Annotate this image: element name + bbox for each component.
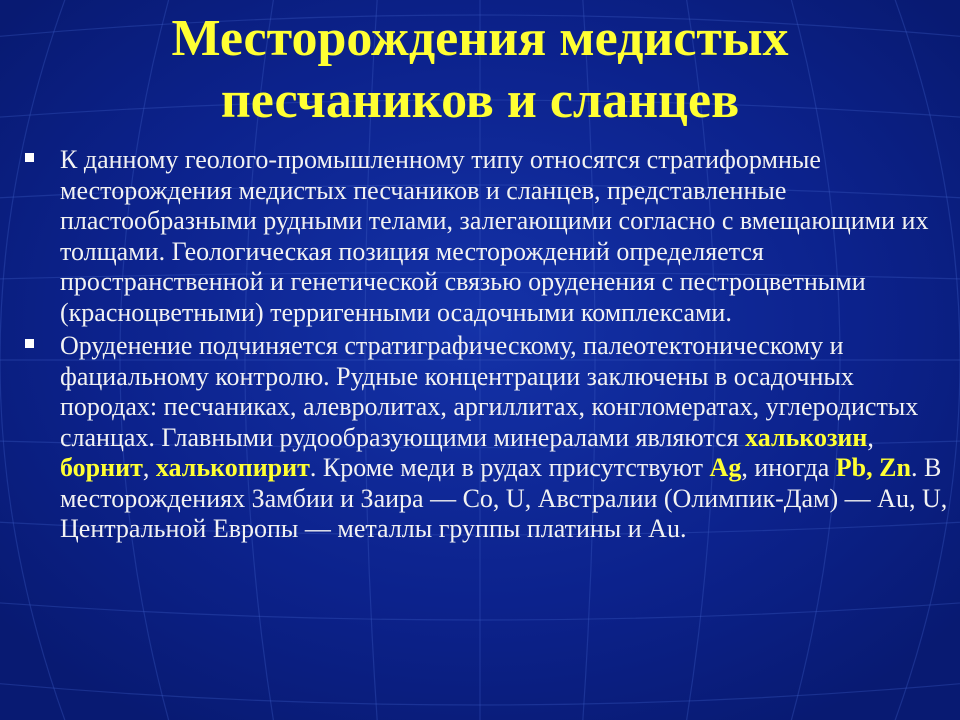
bullet-2-part-5: , иногда: [741, 453, 836, 482]
bullet-2-part-3: ,: [142, 453, 156, 482]
square-bullet-icon: [25, 339, 34, 348]
bullet-item-2: [20, 331, 955, 545]
bullet-2-part-6: . В месторождениях Замбии и Заира — Co, U, Австралии (Олимпик-Дам) — Au, U, Центральной Европы — металлы группы платины и Au.: [60, 453, 948, 543]
bullet-2-text: [60, 331, 947, 543]
bullet-2-part-1: Оруденение подчиняется стратиграфическому, палеотектоническому и фациальному контролю. Рудные концентрации заключены в осадочных породах: песчаниках, алевролитах, аргиллитах, конгломератах, углеродистых сланцах. Главными рудообразующими минералами являются: [60, 331, 919, 452]
mineral-chalcopyrite: халькопирит: [155, 453, 310, 482]
mineral-chalcocite: халькозин: [745, 422, 868, 452]
bullet-1-text: К данному геолого-промышленному типу относятся стратиформные месторождения медистых песчаников и сланцев, представленные пластообразными рудными телами, залегающими согласно с вмещающими их толщами. Геологическая позиция месторождений определяется пространственной и генетической связью оруденения с пестроцветными (красноцветными) терригенными осадочными комплексами.: [60, 145, 929, 327]
bullet-item-1: [20, 145, 955, 328]
bullet-2-part-4: . Кроме меди в рудах присутствуют: [309, 453, 710, 482]
slide-title: [40, 8, 920, 132]
element-ag: Ag: [709, 453, 742, 482]
square-bullet-icon: [25, 153, 34, 162]
mineral-bornite: борнит: [60, 453, 143, 482]
slide-body: [20, 145, 955, 548]
element-pb-zn: Pb, Zn: [835, 453, 911, 482]
title-line-1: Месторождения медистых: [171, 10, 789, 67]
title-line-2: песчаников и сланцев: [220, 72, 740, 129]
bullet-2-part-2: ,: [867, 422, 874, 452]
